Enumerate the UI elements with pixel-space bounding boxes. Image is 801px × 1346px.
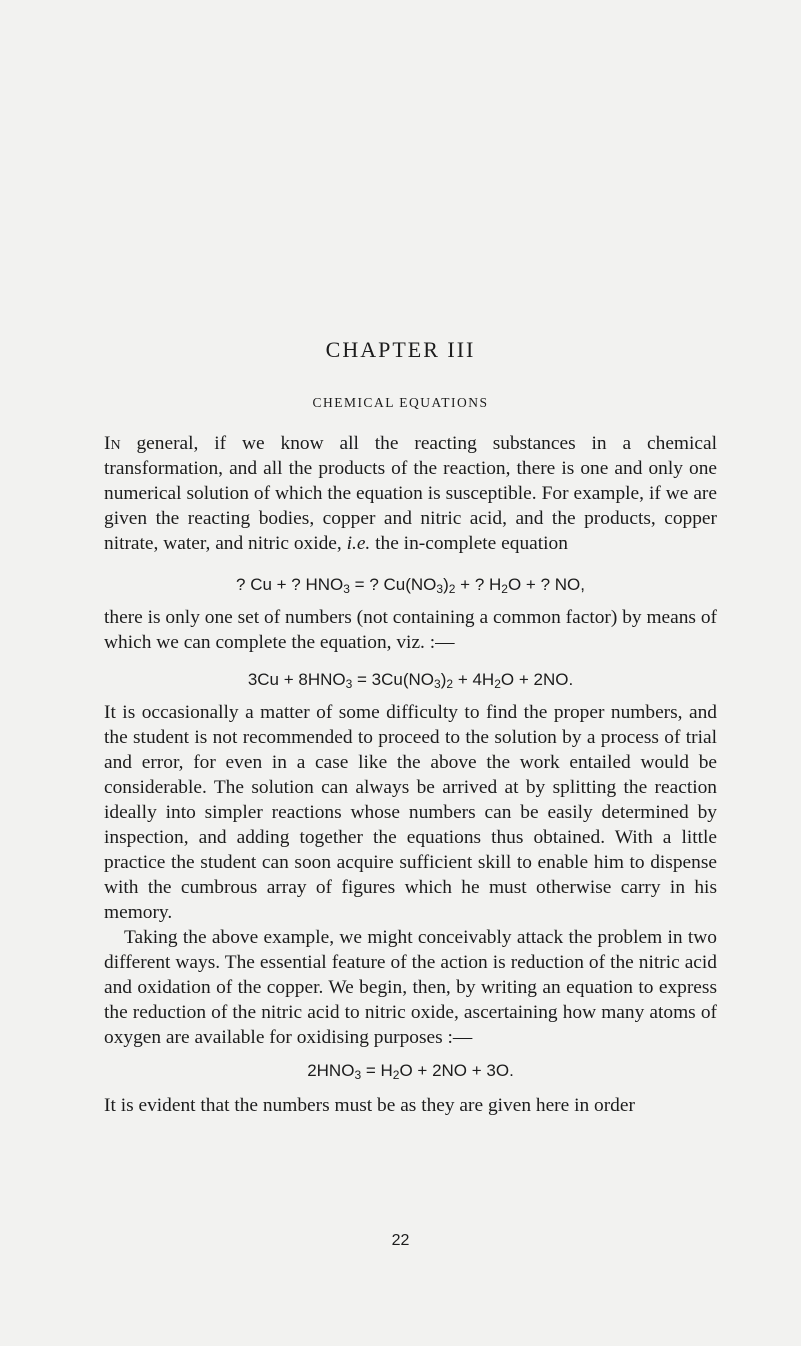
equation-balanced: $3Cu + 8HNO_3 = 3Cu(NO_3)_2 + 4H_2O + 2NO$.	[247, 670, 574, 691]
paragraph-intro-tail: the in-complete equation	[370, 533, 568, 554]
paragraph-viz: there is only one set of numbers (not containing a common factor) by means of which we can complete the equation, viz. :—	[104, 607, 717, 653]
paragraph-method: It is occasionally a matter of some difficulty to find the proper numbers, and the student is not recommended to proceed to the solution by a process of trial and error, for even in a case like the above the work entailed would be considerable. The solution can always be arrived at by splitting the reaction ideally into simpler reactions whose numbers can be easily determined by inspection, and adding together the equations thus obtained. With a little practice the student can soon acquire sufficient skill to enable him to dispense with the cumbrous array of figures which he must otherwise carry in his memory.	[104, 702, 717, 923]
equation-incomplete: ? Cu + ? $HNO_3$ = ? $Cu(NO_3)_2$ + ? $H_2O$ + ? NO,	[236, 575, 585, 596]
drop-lead-word: In	[104, 433, 121, 454]
chapter-heading: CHAPTER III	[325, 337, 476, 362]
section-heading: CHEMICAL EQUATIONS	[312, 395, 489, 410]
paragraph-intro-text: general, if we know all the reacting substances in a chemical transformation, and all the products of the reaction, there is one and only one numerical solution of which the equation is susceptible. For example, if we are given the reacting bodies, copper and nitric acid, and the products, copper nitrate, water, and nitric oxide,	[104, 433, 717, 554]
paragraph-example: Taking the above example, we might conceivably attack the problem in two different ways. The essential feature of the action is reduction of the nitric acid and oxidation of the copper. We begin, then, by writing an equation to express the reduction of the nitric acid to nitric oxide, ascertaining how many atoms of oxygen are available for oxidising purposes :—	[104, 927, 717, 1048]
paragraph-conclusion: It is evident that the numbers must be as they are given here in order	[104, 1095, 635, 1116]
paragraph-intro	[104, 431, 717, 556]
equation-reduction: $2HNO_3 = H_2O + 2NO + 3O$.	[307, 1061, 514, 1082]
page-number: 22	[391, 1232, 410, 1249]
abbreviation-ie: i.e.	[346, 533, 371, 554]
body-text	[104, 431, 717, 1118]
